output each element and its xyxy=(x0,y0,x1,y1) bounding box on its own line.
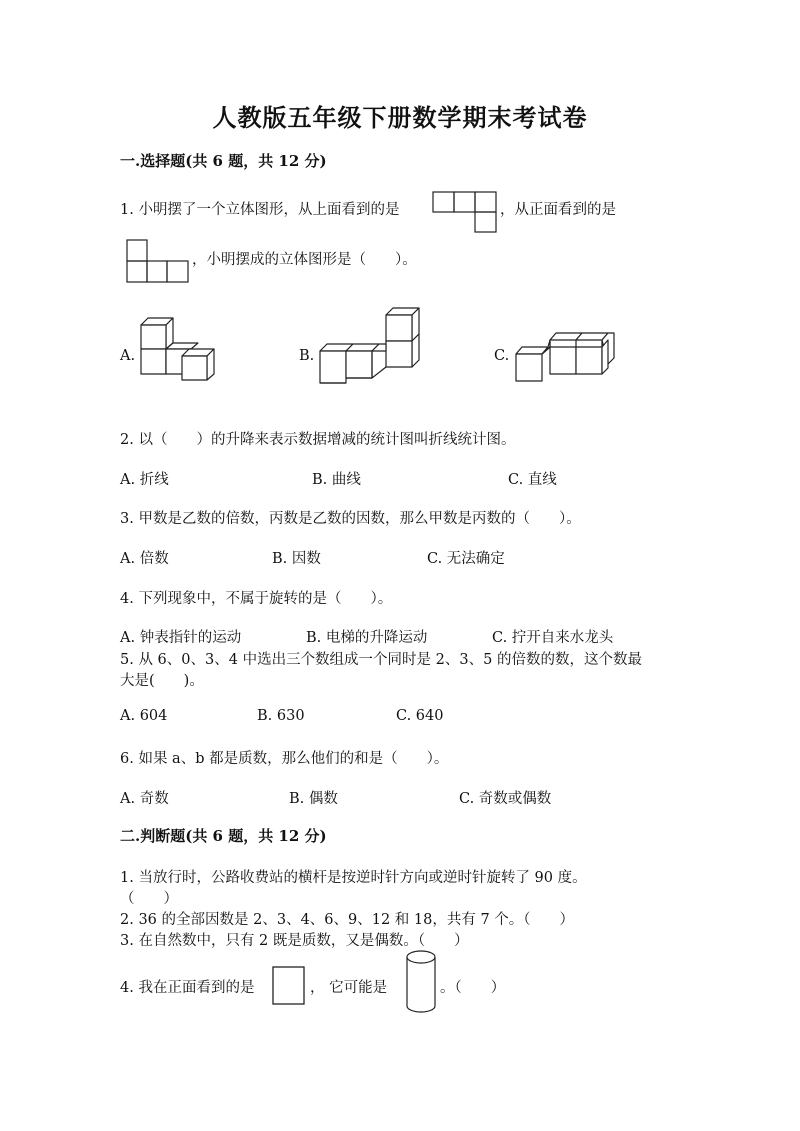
cube-figure-b xyxy=(318,306,424,386)
option-4-a[interactable]: A. 钟表指针的运动 xyxy=(120,630,242,646)
cube-figure-c xyxy=(514,330,620,386)
option-1-a[interactable]: A. xyxy=(120,348,136,364)
option-5-c[interactable]: C. 640 xyxy=(396,708,444,724)
judge-4-text-b: ， 它可能是 xyxy=(310,980,388,996)
judge-1-answer-blank[interactable]: （ ） xyxy=(120,891,178,907)
judge-3-text: 3. 在自然数中，只有 2 既是质数，又是偶数。（ ） xyxy=(120,933,469,949)
option-4-b[interactable]: B. 电梯的升降运动 xyxy=(306,630,428,646)
judge-1-text-line1: 1. 当放行时，公路收费站的横杆是按逆时针方向或逆时针旋转了 90 度。 xyxy=(120,870,587,886)
question-1-text-b: ，从正面看到的是 xyxy=(500,202,616,218)
option-5-b[interactable]: B. 630 xyxy=(257,708,305,724)
judge-4-text-c: 。（ ） xyxy=(440,980,506,996)
judge-2-text: 2. 36 的全部因数是 2、3、4、6、9、12 和 18，共有 7 个。（ ） xyxy=(120,912,575,928)
square-front-view xyxy=(272,966,306,1006)
option-3-c[interactable]: C. 无法确定 xyxy=(427,551,505,567)
section-heading-judge: 二.判断题(共 6 题，共 12 分) xyxy=(120,827,327,845)
option-5-a[interactable]: A. 604 xyxy=(120,708,168,724)
option-3-b[interactable]: B. 因数 xyxy=(272,551,321,567)
front-view-figure xyxy=(126,239,190,283)
question-1-text-a: 1. 小明摆了一个立体图形，从上面看到的是 xyxy=(120,202,400,218)
section-heading-choice: 一.选择题(共 6 题，共 12 分) xyxy=(120,152,327,170)
option-6-a[interactable]: A. 奇数 xyxy=(120,791,169,807)
option-1-b[interactable]: B. xyxy=(299,348,315,364)
question-1-text-c: ，小明摆成的立体图形是（ ）。 xyxy=(192,252,417,268)
option-6-c[interactable]: C. 奇数或偶数 xyxy=(459,791,552,807)
question-6-text: 6. 如果 a、b 都是质数，那么他们的和是（ ）。 xyxy=(120,751,449,767)
option-3-a[interactable]: A. 倍数 xyxy=(120,551,169,567)
top-view-figure xyxy=(432,191,498,233)
question-2-text: 2. 以（ ）的升降来表示数据增减的统计图叫折线统计图。 xyxy=(120,432,516,448)
question-5-text-line2: 大是( )。 xyxy=(120,673,204,689)
cylinder-figure xyxy=(405,949,437,1015)
option-1-c[interactable]: C. xyxy=(494,348,510,364)
option-4-c[interactable]: C. 拧开自来水龙头 xyxy=(492,630,614,646)
option-2-b[interactable]: B. 曲线 xyxy=(312,472,361,488)
judge-4-text-a: 4. 我在正面看到的是 xyxy=(120,980,255,996)
page-title: 人教版五年级下册数学期末考试卷 xyxy=(212,103,588,132)
cube-figure-a xyxy=(140,316,230,382)
option-2-c[interactable]: C. 直线 xyxy=(508,472,557,488)
option-6-b[interactable]: B. 偶数 xyxy=(289,791,338,807)
question-3-text: 3. 甲数是乙数的倍数，丙数是乙数的因数，那么甲数是丙数的（ ）。 xyxy=(120,511,581,527)
question-5-text-line1: 5. 从 6、0、3、4 中选出三个数组成一个同时是 2、3、5 的倍数的数，这个数最 xyxy=(120,652,642,668)
question-4-text: 4. 下列现象中，不属于旋转的是（ ）。 xyxy=(120,591,393,607)
option-2-a[interactable]: A. 折线 xyxy=(120,472,169,488)
